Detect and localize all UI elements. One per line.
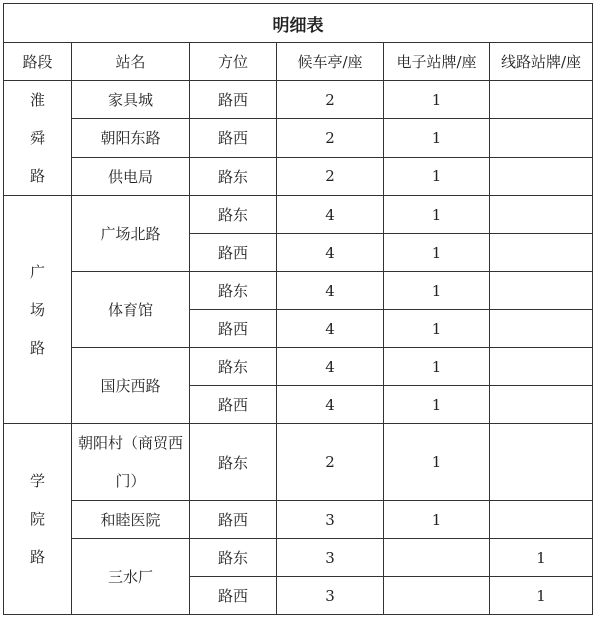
shelter-count-cell: 3	[277, 539, 384, 577]
segment-cell	[4, 196, 72, 424]
route-sign-count-cell: 1	[490, 577, 593, 615]
route-sign-count-cell	[490, 386, 593, 424]
segment-char: 场	[29, 300, 45, 319]
shelter-count-cell: 2	[277, 81, 384, 119]
table-row	[4, 539, 593, 577]
side-cell: 路西	[190, 310, 277, 348]
side-cell: 路东	[190, 157, 277, 195]
station-name-cell: 三水厂	[72, 539, 190, 615]
route-sign-count-cell	[490, 81, 593, 119]
route-sign-count-cell	[490, 272, 593, 310]
header-side: 方位	[190, 43, 277, 81]
segment-cell	[4, 424, 72, 615]
station-name-cell: 和睦医院	[72, 501, 190, 539]
route-sign-count-cell	[490, 310, 593, 348]
e-sign-count-cell: 1	[384, 196, 490, 234]
header-row	[4, 43, 593, 81]
side-cell: 路东	[190, 348, 277, 386]
e-sign-count-cell: 1	[384, 81, 490, 119]
side-cell: 路东	[190, 272, 277, 310]
shelter-count-cell: 4	[277, 310, 384, 348]
station-name-cell: 朝阳东路	[72, 119, 190, 157]
e-sign-count-cell: 1	[384, 119, 490, 157]
route-sign-count-cell	[490, 196, 593, 234]
side-cell: 路西	[190, 119, 277, 157]
e-sign-count-cell: 1	[384, 310, 490, 348]
shelter-count-cell: 2	[277, 157, 384, 195]
side-cell: 路西	[190, 501, 277, 539]
e-sign-count-cell: 1	[384, 272, 490, 310]
header-station: 站名	[72, 43, 190, 81]
side-cell: 路西	[190, 577, 277, 615]
segment-cell	[4, 81, 72, 196]
station-name-cell: 体育馆	[72, 272, 190, 348]
e-sign-count-cell: 1	[384, 501, 490, 539]
e-sign-count-cell	[384, 539, 490, 577]
segment-char: 路	[29, 167, 45, 185]
table-title: 明细表	[4, 4, 593, 43]
table-row	[4, 81, 593, 119]
e-sign-count-cell: 1	[384, 424, 490, 501]
side-cell: 路东	[190, 196, 277, 234]
station-name-cell: 朝阳村（商贸西门）	[72, 424, 190, 501]
station-name-cell: 国庆西路	[72, 348, 190, 424]
header-segment: 路段	[4, 43, 72, 81]
shelter-count-cell: 3	[277, 577, 384, 615]
segment-char: 淮	[29, 91, 45, 109]
e-sign-count-cell	[384, 577, 490, 615]
station-name-cell: 广场北路	[72, 196, 190, 272]
segment-char: 院	[29, 510, 45, 528]
e-sign-count-cell: 1	[384, 234, 490, 272]
header-shelter: 候车亭/座	[277, 43, 384, 81]
shelter-count-cell: 4	[277, 272, 384, 310]
e-sign-count-cell: 1	[384, 157, 490, 195]
e-sign-count-cell: 1	[384, 386, 490, 424]
shelter-count-cell: 2	[277, 424, 384, 501]
table-row	[4, 196, 593, 234]
side-cell: 路西	[190, 81, 277, 119]
segment-char: 学	[29, 472, 45, 490]
side-cell: 路西	[190, 234, 277, 272]
table-row	[4, 501, 593, 539]
route-sign-count-cell	[490, 501, 593, 539]
detail-table	[3, 3, 593, 615]
route-sign-count-cell	[490, 348, 593, 386]
side-cell: 路西	[190, 386, 277, 424]
header-e-sign: 电子站牌/座	[384, 43, 490, 81]
route-sign-count-cell	[490, 119, 593, 157]
table-row	[4, 272, 593, 310]
shelter-count-cell: 4	[277, 386, 384, 424]
route-sign-count-cell	[490, 234, 593, 272]
shelter-count-cell: 3	[277, 501, 384, 539]
route-sign-count-cell	[490, 424, 593, 501]
segment-char: 路	[29, 338, 45, 357]
route-sign-count-cell	[490, 157, 593, 195]
shelter-count-cell: 4	[277, 348, 384, 386]
segment-char: 路	[29, 548, 45, 566]
station-name-cell: 家具城	[72, 81, 190, 119]
table-row	[4, 157, 593, 195]
segment-char: 广	[29, 262, 45, 281]
table-row	[4, 119, 593, 157]
route-sign-count-cell: 1	[490, 539, 593, 577]
segment-char: 舜	[29, 129, 45, 147]
e-sign-count-cell: 1	[384, 348, 490, 386]
header-route-sign: 线路站牌/座	[490, 43, 593, 81]
shelter-count-cell: 4	[277, 196, 384, 234]
station-name-cell: 供电局	[72, 157, 190, 195]
shelter-count-cell: 4	[277, 234, 384, 272]
table-row	[4, 424, 593, 501]
side-cell: 路东	[190, 424, 277, 501]
side-cell: 路东	[190, 539, 277, 577]
shelter-count-cell: 2	[277, 119, 384, 157]
table-row	[4, 348, 593, 386]
